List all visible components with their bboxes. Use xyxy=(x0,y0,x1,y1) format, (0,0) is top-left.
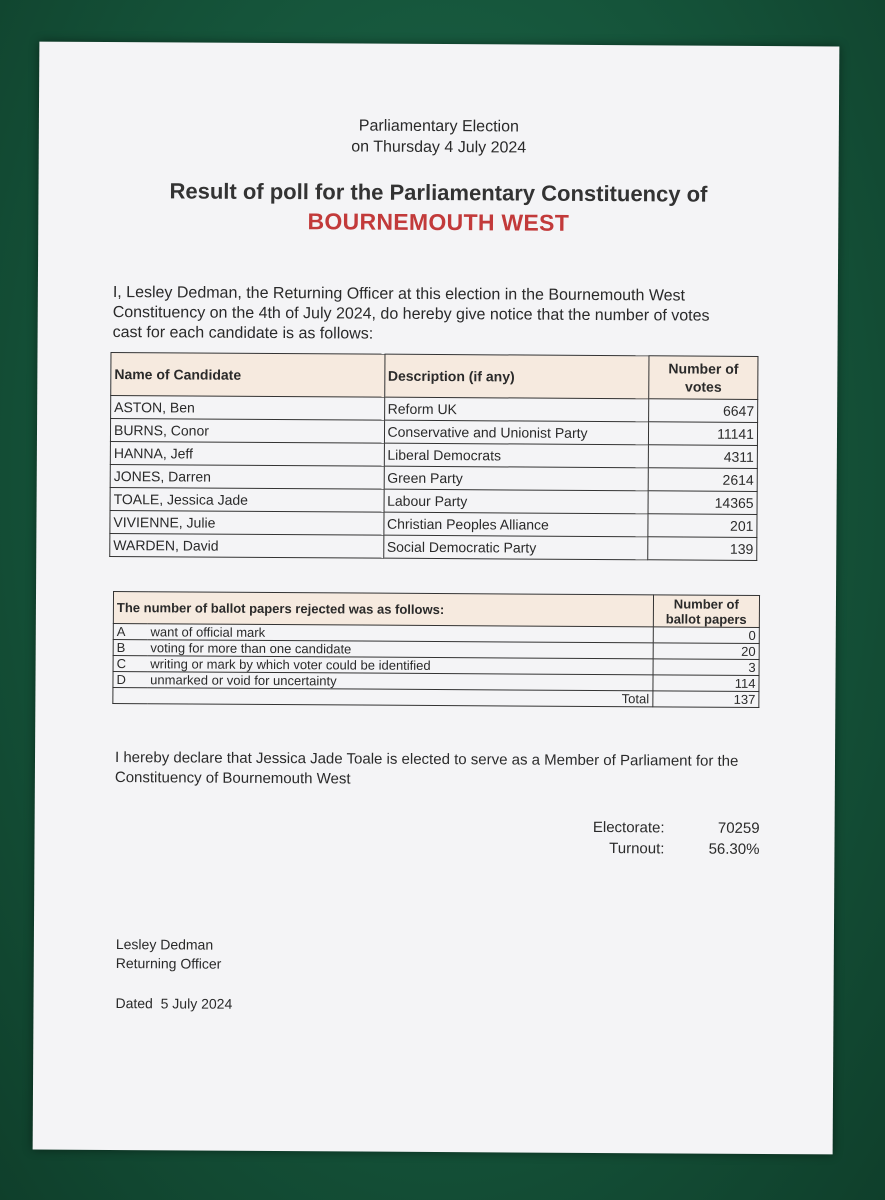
rejected-letter: B xyxy=(113,640,147,656)
declaration-text xyxy=(115,748,795,792)
notice-line-3: cast for each candidate is as follows: xyxy=(112,324,374,343)
rejected-count: 0 xyxy=(653,627,759,644)
candidate-name: WARDEN, David xyxy=(110,534,384,559)
rejected-header-row xyxy=(113,592,759,628)
candidate-description: Liberal Democrats xyxy=(384,443,649,468)
rejected-letter: C xyxy=(113,656,147,672)
candidates-header-row xyxy=(111,353,758,400)
rejected-reason: want of official mark xyxy=(147,624,653,643)
rejected-reason: unmarked or void for uncertainty xyxy=(147,672,653,691)
rejected-count: 3 xyxy=(653,659,759,676)
candidate-name: BURNS, Conor xyxy=(110,419,384,444)
rejected-reason: voting for more than one candidate xyxy=(147,640,653,659)
candidate-name: VIVIENNE, Julie xyxy=(110,511,384,536)
candidate-name: ASTON, Ben xyxy=(111,396,385,421)
total-label: Total xyxy=(113,688,653,707)
candidates-table xyxy=(109,352,758,561)
description-column-header: Description (if any) xyxy=(384,354,649,399)
rejected-count: 20 xyxy=(653,643,759,660)
election-header xyxy=(39,114,839,161)
constituency-name: BOURNEMOUTH WEST xyxy=(307,208,570,236)
election-name: Parliamentary Election xyxy=(358,117,519,136)
candidate-description: Social Democratic Party xyxy=(383,535,648,560)
notice-text xyxy=(113,283,793,347)
candidate-description: Labour Party xyxy=(384,489,649,514)
candidate-description: Green Party xyxy=(384,466,649,491)
declaration-line-1: I hereby declare that Jessica Jade Toale is elected to serve as a Member of Parliament for the xyxy=(114,749,739,770)
total-value: 137 xyxy=(653,691,759,708)
candidate-votes: 201 xyxy=(648,514,757,538)
name-column-header: Name of Candidate xyxy=(111,353,385,398)
candidate-votes: 2614 xyxy=(648,468,757,492)
candidate-description: Reform UK xyxy=(384,397,649,422)
candidate-name: TOALE, Jessica Jade xyxy=(110,488,384,513)
candidate-votes: 4311 xyxy=(648,445,757,469)
rejected-reason: writing or mark by which voter could be identified xyxy=(147,656,653,675)
officer-role: Returning Officer xyxy=(115,955,222,972)
rejected-letter: D xyxy=(113,672,147,688)
stats-labels xyxy=(564,817,664,860)
declaration-line-2: Constituency of Bournemouth West xyxy=(114,769,351,788)
electorate-value: 70259 xyxy=(717,819,760,837)
votes-column-header: Number of votes xyxy=(649,356,758,400)
candidate-votes: 11141 xyxy=(649,422,758,446)
electorate-label: Electorate: xyxy=(592,818,665,837)
rejected-letter: A xyxy=(113,624,147,640)
page-title: Result of poll for the Parliamentary Constituency of xyxy=(169,178,708,207)
rejected-count: 114 xyxy=(653,675,759,692)
notice-line-1: I, Lesley Dedman, the Returning Officer at this election in the Bournemouth West xyxy=(112,284,686,305)
signature-block xyxy=(116,935,222,974)
dated-line: Dated 5 July 2024 xyxy=(115,995,233,1012)
notice-line-2: Constituency on the 4th of July 2024, do hereby give notice that the number of votes xyxy=(112,304,710,325)
officer-name: Lesley Dedman xyxy=(115,936,214,953)
rejected-header: The number of ballot papers rejected was as follows: xyxy=(113,592,653,627)
candidate-description: Christian Peoples Alliance xyxy=(383,512,648,537)
election-date: on Thursday 4 July 2024 xyxy=(351,138,527,157)
stats-values xyxy=(674,817,759,860)
ballot-count-header: Number of ballot papers xyxy=(653,595,759,628)
candidate-row xyxy=(110,534,757,561)
turnout-label: Turnout: xyxy=(609,840,665,858)
candidate-description: Conservative and Unionist Party xyxy=(384,420,649,445)
rejected-total-row xyxy=(113,688,759,708)
result-notice-sheet xyxy=(33,42,840,1155)
candidate-name: JONES, Darren xyxy=(110,465,384,490)
rejected-ballots-table xyxy=(112,591,760,708)
candidate-votes: 6647 xyxy=(649,399,758,423)
candidate-votes: 14365 xyxy=(648,491,757,515)
candidate-votes: 139 xyxy=(648,537,757,561)
candidate-name: HANNA, Jeff xyxy=(110,442,384,467)
turnout-value: 56.30% xyxy=(708,840,760,858)
